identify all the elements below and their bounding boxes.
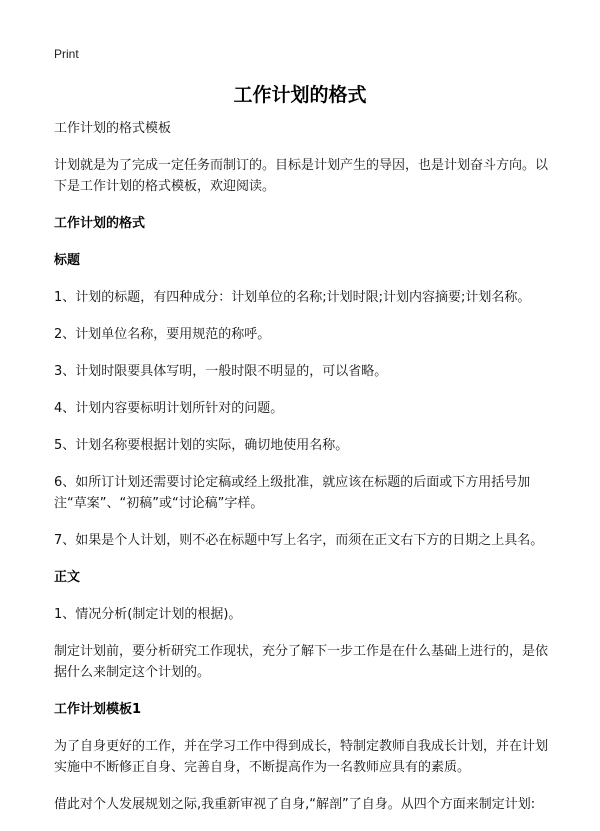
- document-body: [54, 118, 554, 831]
- title-item-7: 7、如果是个人计划，则不必在标题中写上名字，而须在正文右下方的日期之上具名。: [54, 533, 544, 548]
- section-heading-main: 正文: [54, 570, 81, 585]
- section-heading-title: 标题: [54, 253, 81, 268]
- title-item-5: 5、计划名称要根据计划的实际，确切地使用名称。: [54, 438, 349, 453]
- title-item-6: 6、如所订计划还需要讨论定稿或经上级批准，就应该在标题的后面或下方用括号加注“草案”、“初稿”或“讨论稿”字样。: [54, 475, 531, 511]
- document-title: 工作计划的格式: [233, 84, 367, 106]
- title-item-4: 4、计划内容要标明计划所针对的问题。: [54, 401, 284, 416]
- title-item-2: 2、计划单位名称，要用规范的称呼。: [54, 327, 271, 342]
- title-item-1: 1、计划的标题，有四种成分：计划单位的名称;计划时限;计划内容摘要;计划名称。: [54, 290, 531, 305]
- template-1-paragraph-2: 借此对个人发展规划之际,我重新审视了自身,“解剖”了自身。从四个方面来制定计划:: [54, 797, 536, 812]
- print-label[interactable]: Print: [54, 47, 79, 61]
- section-heading-template-1: 工作计划模板1: [54, 702, 142, 717]
- intro-subtitle: 工作计划的格式模板: [54, 121, 172, 136]
- template-1-paragraph-1: 为了自身更好的工作，并在学习工作中得到成长，特制定教师自我成长计划，并在计划实施中不断修正自身、完善自身，不断提高作为一名教师应具有的素质。: [54, 739, 549, 775]
- main-paragraph-1: 制定计划前，要分析研究工作现状，充分了解下一步工作是在什么基础上进行的，是依据什么来制定这个计划的。: [54, 644, 549, 680]
- section-heading-format: 工作计划的格式: [54, 216, 146, 231]
- intro-paragraph: 计划就是为了完成一定任务而制订的。目标是计划产生的导因，也是计划奋斗方向。以下是工作计划的格式模板，欢迎阅读。: [54, 158, 549, 194]
- main-item-1: 1、情况分析(制定计划的根据)。: [54, 607, 242, 622]
- title-item-3: 3、计划时限要具体写明，一般时限不明显的，可以省略。: [54, 364, 388, 379]
